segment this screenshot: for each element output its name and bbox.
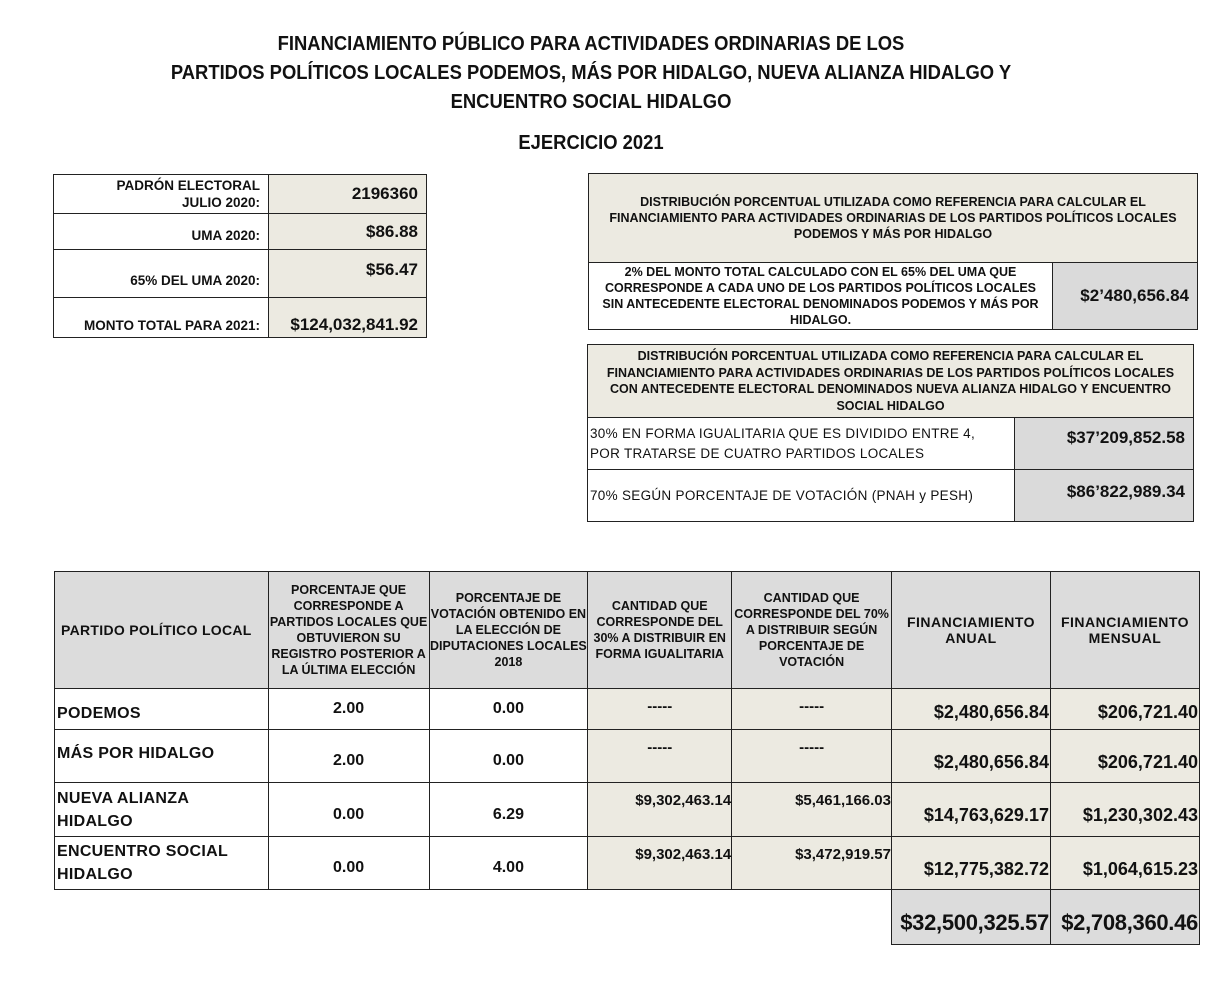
totals-row	[55, 890, 1200, 945]
distribution-new-parties-table	[588, 173, 1198, 330]
summary-value: $86.88	[269, 214, 427, 250]
financing-table	[54, 571, 1200, 945]
pct-new: 0.00	[268, 837, 429, 890]
column-header-vote-70: CANTIDAD QUE CORRESPONDE DEL 70% A DISTRIBUIR SEGÚN PORCENTAJE DE VOTACIÓN	[732, 572, 892, 689]
equal-30-amount: $9,302,463.14	[588, 837, 732, 890]
summary-row-padron	[54, 175, 427, 214]
summary-row-uma	[54, 214, 427, 250]
party-name-line: HIDALGO	[57, 866, 133, 883]
label-line: PADRÓN ELECTORAL	[116, 178, 260, 193]
vote-70-amount: -----	[732, 730, 892, 783]
table-row	[55, 783, 1200, 837]
column-header-monthly: FINANCIAMIENTO MENSUAL	[1050, 572, 1199, 689]
party-name	[55, 730, 269, 783]
party-name	[55, 689, 269, 730]
table-row	[55, 837, 1200, 890]
annual-amount: $2,480,656.84	[892, 689, 1051, 730]
vote-70-amount: $3,472,919.57	[732, 837, 892, 890]
title-line-1: FINANCIAMIENTO PÚBLICO PARA ACTIVIDADES ORDINARIAS DE LOS	[277, 33, 905, 55]
monthly-amount: $1,064,615.23	[1050, 837, 1199, 890]
monthly-amount: $206,721.40	[1050, 689, 1199, 730]
distribution-description	[588, 418, 1015, 470]
vote-70-amount: $5,461,166.03	[732, 783, 892, 837]
column-header-pct-new: PORCENTAJE QUE CORRESPONDE A PARTIDOS LOCALES QUE OBTUVIERON SU REGISTRO POSTERIOR A LA ÚLTIMA ELECCIÓN	[268, 572, 429, 689]
label-line: JULIO 2020:	[181, 195, 260, 210]
column-header-pct-vote: PORCENTAJE DE VOTACIÓN OBTENIDO EN LA ELECCIÓN DE DIPUTACIONES LOCALES 2018	[429, 572, 588, 689]
totals-spacer	[55, 890, 892, 945]
equal-30-amount: $9,302,463.14	[588, 783, 732, 837]
party-name-line: NUEVA ALIANZA	[57, 789, 190, 807]
pct-vote: 4.00	[429, 837, 588, 890]
summary-value: 2196360	[269, 175, 427, 214]
distribution-value: $37’209,852.58	[1015, 418, 1194, 470]
equal-30-amount: -----	[588, 689, 732, 730]
document-title	[47, 30, 1134, 117]
equal-30-amount: -----	[588, 730, 732, 783]
pct-vote: 0.00	[429, 730, 588, 783]
distribution-header: DISTRIBUCIÓN PORCENTUAL UTILIZADA COMO REFERENCIA PARA CALCULAR EL FINANCIAMIENTO PARA ACTIVIDADES ORDINARIAS DE LOS PARTIDOS POLÍTICOS LOCALES PODEMOS Y MÁS POR HIDALGO	[589, 174, 1198, 263]
party-name-line: PODEMOS	[57, 704, 141, 722]
summary-row-total	[54, 298, 427, 338]
party-name	[55, 783, 269, 837]
party-name-line: HIDALGO	[57, 812, 133, 830]
summary-value: $124,032,841.92	[269, 298, 427, 338]
annual-amount: $12,775,382.72	[892, 837, 1051, 890]
column-header-annual: FINANCIAMIENTO ANUAL	[892, 572, 1051, 689]
summary-label: MONTO TOTAL PARA 2021:	[54, 298, 269, 338]
summary-label: UMA 2020:	[54, 214, 269, 250]
distribution-header: DISTRIBUCIÓN PORCENTUAL UTILIZADA COMO REFERENCIA PARA CALCULAR EL FINANCIAMIENTO PARA ACTIVIDADES ORDINARIAS DE LOS PARTIDOS POLÍTICOS LOCALES CON ANTECEDENTE ELECTORAL DENOMINADOS NUEVA ALIANZA HIDALGO Y ENCUENTRO SOCIAL HIDALGO	[588, 345, 1194, 418]
summary-value: $56.47	[269, 250, 427, 298]
title-line-3: ENCUENTRO SOCIAL HIDALGO	[450, 91, 732, 113]
summary-table	[53, 174, 427, 338]
summary-row-65-uma	[54, 250, 427, 298]
distribution-value: $2’480,656.84	[1053, 263, 1198, 330]
column-header-equal-30: CANTIDAD QUE CORRESPONDE DEL 30% A DISTRIBUIR EN FORMA IGUALITARIA	[588, 572, 732, 689]
monthly-amount: $206,721.40	[1050, 730, 1199, 783]
table-row	[55, 730, 1200, 783]
distribution-value: $86’822,989.34	[1015, 470, 1194, 522]
document-subtitle: EJERCICIO 2021	[518, 132, 664, 154]
summary-label	[54, 175, 269, 214]
distribution-existing-parties-table	[587, 344, 1194, 522]
pct-vote: 6.29	[429, 783, 588, 837]
total-monthly: $2,708,360.46	[1050, 890, 1199, 945]
distribution-description: 70% SEGÚN PORCENTAJE DE VOTACIÓN (PNAH y PESH)	[588, 470, 1015, 522]
party-name-line: ENCUENTRO SOCIAL	[57, 843, 229, 860]
title-line-2: PARTIDOS POLÍTICOS LOCALES PODEMOS, MÁS POR HIDALGO, NUEVA ALIANZA HIDALGO Y	[170, 62, 1012, 84]
pct-vote: 0.00	[429, 689, 588, 730]
monthly-amount: $1,230,302.43	[1050, 783, 1199, 837]
total-annual: $32,500,325.57	[892, 890, 1051, 945]
annual-amount: $2,480,656.84	[892, 730, 1051, 783]
pct-new: 2.00	[268, 689, 429, 730]
distribution-description: 2% DEL MONTO TOTAL CALCULADO CON EL 65% DEL UMA QUE CORRESPONDE A CADA UNO DE LOS PARTIDOS POLÍTICOS LOCALES SIN ANTECEDENTE ELECTORAL DENOMINADOS PODEMOS Y MÁS POR HIDALGO.	[589, 263, 1053, 330]
party-name-line: MÁS POR HIDALGO	[57, 745, 215, 762]
desc-line: POR TRATARSE DE CUATRO PARTIDOS LOCALES	[590, 445, 925, 461]
summary-label: 65% DEL UMA 2020:	[54, 250, 269, 298]
pct-new: 0.00	[268, 783, 429, 837]
desc-line: 30% EN FORMA IGUALITARIA QUE ES DIVIDIDO ENTRE 4,	[590, 425, 976, 441]
column-header-party: PARTIDO POLÍTICO LOCAL	[55, 572, 269, 689]
table-row	[55, 689, 1200, 730]
pct-new: 2.00	[268, 730, 429, 783]
table-header-row	[55, 572, 1200, 689]
vote-70-amount: -----	[732, 689, 892, 730]
party-name	[55, 837, 269, 890]
annual-amount: $14,763,629.17	[892, 783, 1051, 837]
